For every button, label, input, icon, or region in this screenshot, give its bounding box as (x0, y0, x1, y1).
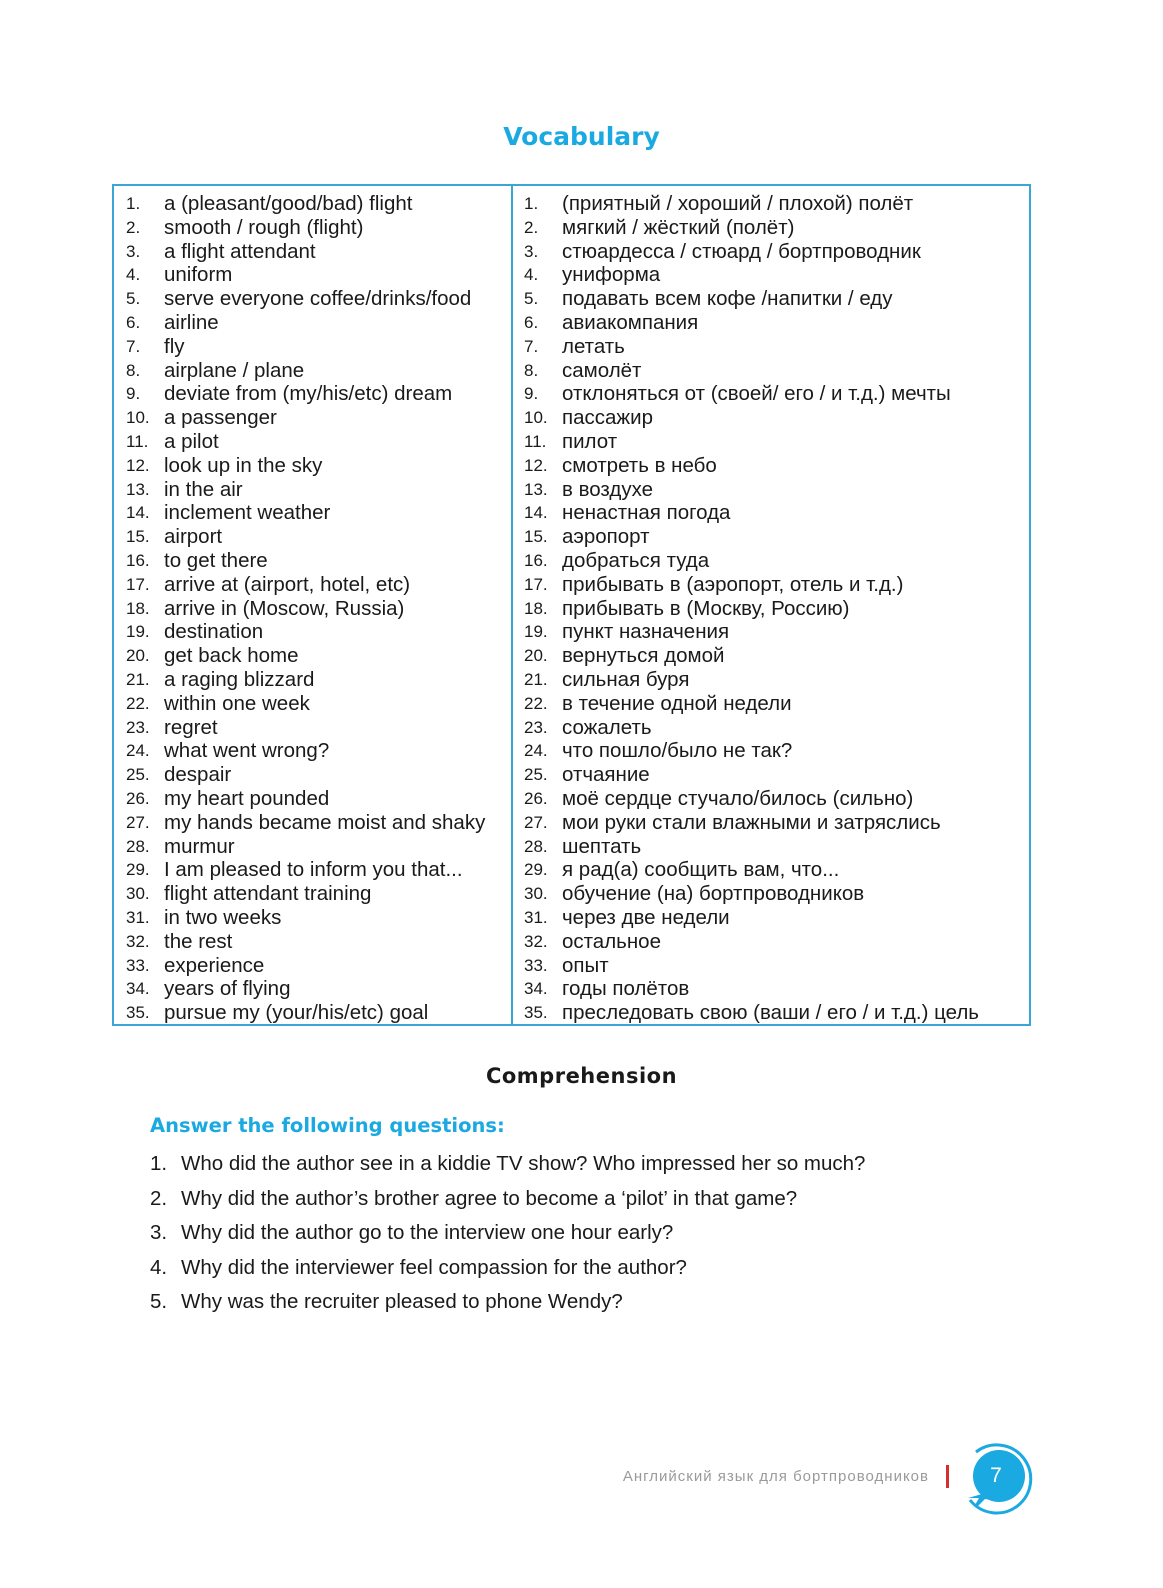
item-number: 22. (126, 693, 150, 713)
item-number: 24. (126, 741, 150, 761)
vocabulary-table (112, 184, 1031, 1026)
question-item (150, 1285, 865, 1320)
item-number: 24. (524, 741, 548, 761)
vocab-row (126, 835, 511, 859)
question-item (150, 1147, 865, 1182)
vocab-row (126, 430, 511, 454)
vocab-row (126, 573, 511, 597)
item-number: 20. (524, 646, 548, 666)
question-item (150, 1216, 865, 1251)
vocab-term: serve everyone coffee/drinks/food (164, 287, 472, 311)
item-number: 22. (524, 693, 548, 713)
vocab-row (524, 811, 1029, 835)
item-number: 10. (126, 408, 150, 428)
vocab-row (126, 359, 511, 383)
vocab-row (126, 454, 511, 478)
vocab-row (524, 1001, 1029, 1025)
vocab-term: get back home (164, 644, 299, 668)
vocab-term: мягкий / жёсткий (полёт) (562, 215, 795, 239)
vocab-term: годы полётов (562, 977, 690, 1001)
vocab-row (524, 287, 1029, 311)
vocab-term: a passenger (164, 406, 277, 430)
vocab-term: мои руки стали влажными и затряслись (562, 810, 941, 834)
vocab-row (126, 858, 511, 882)
item-number: 28. (126, 836, 150, 856)
vocab-row (126, 287, 511, 311)
vocab-row (126, 335, 511, 359)
item-number: 9. (524, 384, 539, 404)
vocab-term: добраться туда (562, 548, 710, 572)
item-number: 2. (126, 217, 141, 237)
item-number: 27. (524, 812, 548, 832)
item-number: 1. (524, 194, 539, 213)
vocab-term: a (pleasant/good/bad) flight (164, 192, 413, 215)
item-number: 23. (524, 717, 548, 737)
page-number: 7 (990, 1464, 1002, 1487)
vocab-term: despair (164, 763, 232, 787)
vocab-term: прибывать в (Москву, Россию) (562, 596, 850, 620)
item-number: 1. (126, 194, 141, 213)
question-number: 1. (150, 1152, 168, 1175)
item-number: 26. (126, 788, 150, 808)
vocab-term: сильная буря (562, 667, 690, 691)
item-number: 14. (126, 503, 150, 523)
item-number: 11. (524, 431, 547, 451)
vocab-row (126, 382, 511, 406)
item-number: 32. (126, 931, 150, 951)
item-number: 15. (524, 527, 548, 547)
vocab-row (524, 359, 1029, 383)
vocab-row (524, 668, 1029, 692)
item-number: 12. (126, 455, 150, 475)
vocab-row (524, 311, 1029, 335)
vocab-term: flight attendant training (164, 882, 372, 906)
item-number: 23. (126, 717, 150, 737)
vocab-row (524, 763, 1029, 787)
item-number: 34. (524, 979, 548, 999)
vocab-term: вернуться домой (562, 644, 725, 668)
vocab-row (524, 454, 1029, 478)
vocab-row (126, 525, 511, 549)
item-number: 21. (524, 669, 548, 689)
vocab-row (126, 478, 511, 502)
vocab-term: murmur (164, 834, 235, 858)
question-item (150, 1251, 865, 1286)
vocab-term: arrive at (airport, hotel, etc) (164, 572, 411, 596)
item-number: 10. (524, 408, 548, 428)
item-number: 18. (524, 598, 548, 618)
vocab-row (126, 216, 511, 240)
item-number: 28. (524, 836, 548, 856)
item-number: 11. (126, 431, 149, 451)
vocab-row (126, 620, 511, 644)
vocab-term: стюардесса / стюард / бортпроводник (562, 239, 921, 263)
vocab-row (524, 597, 1029, 621)
item-number: 17. (524, 574, 548, 594)
vocab-term: летать (562, 334, 625, 358)
vocab-term: fly (164, 334, 185, 358)
vocab-term: отклоняться от (своей/ его / и т.д.) мечты (562, 382, 951, 406)
vocab-row (524, 549, 1029, 573)
item-number: 30. (126, 884, 150, 904)
vocab-term: (приятный / хороший / плохой) полёт (562, 192, 914, 215)
question-text: Why was the recruiter pleased to phone Wendy? (181, 1290, 623, 1313)
item-number: 3. (126, 241, 141, 261)
vocab-row (524, 382, 1029, 406)
vocab-term: within one week (164, 691, 310, 715)
vocab-term: моё сердце стучало/билось (сильно) (562, 786, 914, 810)
vocab-row (524, 692, 1029, 716)
vocab-row (126, 406, 511, 430)
vocab-row (524, 192, 1029, 216)
vocab-row (524, 406, 1029, 430)
vocab-row (524, 858, 1029, 882)
vocab-row (524, 335, 1029, 359)
answer-instruction: Answer the following questions: (150, 1114, 505, 1137)
vocab-row (524, 954, 1029, 978)
vocab-term: a raging blizzard (164, 667, 315, 691)
item-number: 21. (126, 669, 150, 689)
vocab-row (524, 620, 1029, 644)
vocab-row (126, 240, 511, 264)
item-number: 30. (524, 884, 548, 904)
item-number: 4. (524, 265, 539, 285)
item-number: 13. (126, 479, 150, 499)
vocab-term: обучение (на) бортпроводников (562, 882, 865, 906)
item-number: 32. (524, 931, 548, 951)
vocab-term: пилот (562, 429, 618, 453)
item-number: 31. (126, 907, 150, 927)
vocab-term: сожалеть (562, 715, 652, 739)
question-list (150, 1147, 865, 1320)
vocab-row (126, 811, 511, 835)
item-number: 19. (126, 622, 150, 642)
vocab-row (126, 716, 511, 740)
vocab-term: arrive in (Moscow, Russia) (164, 596, 405, 620)
comprehension-title: Comprehension (485, 1064, 678, 1088)
vocab-term: a pilot (164, 429, 219, 453)
vocabulary-title: Vocabulary (503, 122, 660, 151)
vocab-term: самолёт (562, 358, 642, 382)
vocab-row (126, 192, 511, 216)
item-number: 2. (524, 217, 539, 237)
item-number: 13. (524, 479, 548, 499)
vocab-row (524, 240, 1029, 264)
vocab-term: в течение одной недели (562, 691, 792, 715)
vocab-term: airport (164, 525, 223, 549)
vocab-term: look up in the sky (164, 453, 323, 477)
vocab-row (126, 787, 511, 811)
vocab-term: смотреть в небо (562, 453, 717, 477)
vocab-term: шептать (562, 834, 642, 858)
vocab-term: in the air (164, 477, 243, 501)
vocab-row (126, 930, 511, 954)
vocab-term: uniform (164, 263, 233, 287)
vocab-row (524, 216, 1029, 240)
vocab-row (524, 977, 1029, 1001)
vocab-term: пункт назначения (562, 620, 730, 644)
item-number: 6. (524, 312, 539, 332)
vocab-row (126, 501, 511, 525)
vocab-term: my hands became moist and shaky (164, 810, 486, 834)
vocab-term: в воздухе (562, 477, 653, 501)
item-number: 16. (524, 550, 548, 570)
vocab-row (524, 501, 1029, 525)
vocab-row (126, 739, 511, 763)
vocab-term: остальное (562, 929, 661, 953)
vocab-row (126, 311, 511, 335)
vocab-row (524, 739, 1029, 763)
book-title: Английский язык для бортпроводников (622, 1468, 929, 1485)
vocab-term: прибывать в (аэропорт, отель и т.д.) (562, 572, 904, 596)
vocab-term: опыт (562, 953, 609, 977)
item-number: 5. (126, 289, 141, 309)
item-number: 14. (524, 503, 548, 523)
vocab-row (126, 692, 511, 716)
vocab-term: пассажир (562, 406, 653, 430)
vocab-row (126, 954, 511, 978)
item-number: 17. (126, 574, 150, 594)
vocab-row (524, 525, 1029, 549)
vocab-row (126, 597, 511, 621)
vocab-row (126, 549, 511, 573)
question-text: Why did the author go to the interview one hour early? (181, 1221, 674, 1244)
item-number: 27. (126, 812, 150, 832)
vocab-term: smooth / rough (flight) (164, 215, 364, 239)
vocab-row (524, 430, 1029, 454)
item-number: 5. (524, 289, 539, 309)
vocab-row (524, 573, 1029, 597)
vocab-row (126, 977, 511, 1001)
vocab-term: my heart pounded (164, 786, 330, 810)
vocab-term: the rest (164, 929, 233, 953)
vocab-term: что пошло/было не так? (562, 739, 793, 763)
question-item (150, 1182, 865, 1217)
item-number: 25. (126, 765, 150, 785)
vocab-row (126, 263, 511, 287)
item-number: 12. (524, 455, 548, 475)
vocab-row (126, 668, 511, 692)
item-number: 25. (524, 765, 548, 785)
question-number: 2. (150, 1186, 168, 1210)
item-number: 29. (524, 860, 548, 880)
item-number: 9. (126, 384, 141, 404)
vocab-term: to get there (164, 548, 268, 572)
item-number: 6. (126, 312, 141, 332)
vocab-term: ненастная погода (562, 501, 731, 525)
vocab-term: airplane / plane (164, 358, 305, 382)
vocab-term: I am pleased to inform you that... (164, 858, 463, 882)
vocab-term: авиакомпания (562, 310, 699, 334)
item-number: 33. (126, 955, 150, 975)
item-number: 8. (126, 360, 141, 380)
russian-column (513, 186, 1029, 1024)
vocab-term: преследовать свою (ваши / его / и т.д.) цель (562, 1001, 979, 1025)
vocab-term: destination (164, 620, 264, 644)
vocab-term: a flight attendant (164, 239, 316, 263)
item-number: 26. (524, 788, 548, 808)
question-number: 4. (150, 1255, 168, 1279)
vocab-row (524, 263, 1029, 287)
vocab-term: airline (164, 310, 219, 334)
vocab-row (126, 763, 511, 787)
item-number: 3. (524, 241, 539, 261)
item-number: 7. (524, 336, 539, 356)
vocab-term: pursue my (your/his/etc) goal (164, 1001, 429, 1025)
item-number: 31. (524, 907, 548, 927)
item-number: 18. (126, 598, 150, 618)
vocab-term: deviate from (my/his/etc) dream (164, 382, 453, 406)
vocab-row (126, 1001, 511, 1025)
footer-divider (946, 1465, 949, 1488)
vocab-row (524, 787, 1029, 811)
vocab-term: in two weeks (164, 905, 282, 929)
vocab-row (524, 835, 1029, 859)
vocab-term: experience (164, 953, 265, 977)
vocab-term: униформа (562, 263, 661, 287)
vocab-row (524, 716, 1029, 740)
item-number: 7. (126, 336, 141, 356)
question-number: 3. (150, 1221, 168, 1244)
question-text: Why did the interviewer feel compassion for the author? (181, 1255, 687, 1279)
vocab-term: years of flying (164, 977, 291, 1001)
item-number: 35. (126, 1003, 150, 1023)
question-text: Why did the author’s brother agree to become a ‘pilot’ in that game? (181, 1186, 798, 1210)
vocab-row (126, 882, 511, 906)
vocab-term: я рад(а) сообщить вам, что... (562, 858, 840, 882)
vocab-term: аэропорт (562, 525, 650, 549)
vocab-term: what went wrong? (164, 739, 330, 763)
vocab-term: regret (164, 715, 218, 739)
item-number: 33. (524, 955, 548, 975)
item-number: 4. (126, 265, 141, 285)
item-number: 15. (126, 527, 150, 547)
item-number: 35. (524, 1003, 548, 1023)
item-number: 20. (126, 646, 150, 666)
item-number: 34. (126, 979, 150, 999)
vocab-row (524, 644, 1029, 668)
item-number: 16. (126, 550, 150, 570)
vocab-term: отчаяние (562, 763, 650, 787)
vocab-term: inclement weather (164, 501, 331, 525)
english-column (114, 186, 513, 1024)
item-number: 19. (524, 622, 548, 642)
vocab-row (126, 644, 511, 668)
item-number: 29. (126, 860, 150, 880)
item-number: 8. (524, 360, 539, 380)
question-number: 5. (150, 1290, 168, 1313)
question-text: Who did the author see in a kiddie TV show? Who impressed her so much? (181, 1152, 866, 1175)
vocab-row (524, 930, 1029, 954)
vocab-term: подавать всем кофе /напитки / еду (562, 287, 893, 311)
vocab-row (524, 882, 1029, 906)
vocab-row (524, 478, 1029, 502)
vocab-row (524, 906, 1029, 930)
vocab-term: через две недели (562, 905, 730, 929)
vocab-row (126, 906, 511, 930)
